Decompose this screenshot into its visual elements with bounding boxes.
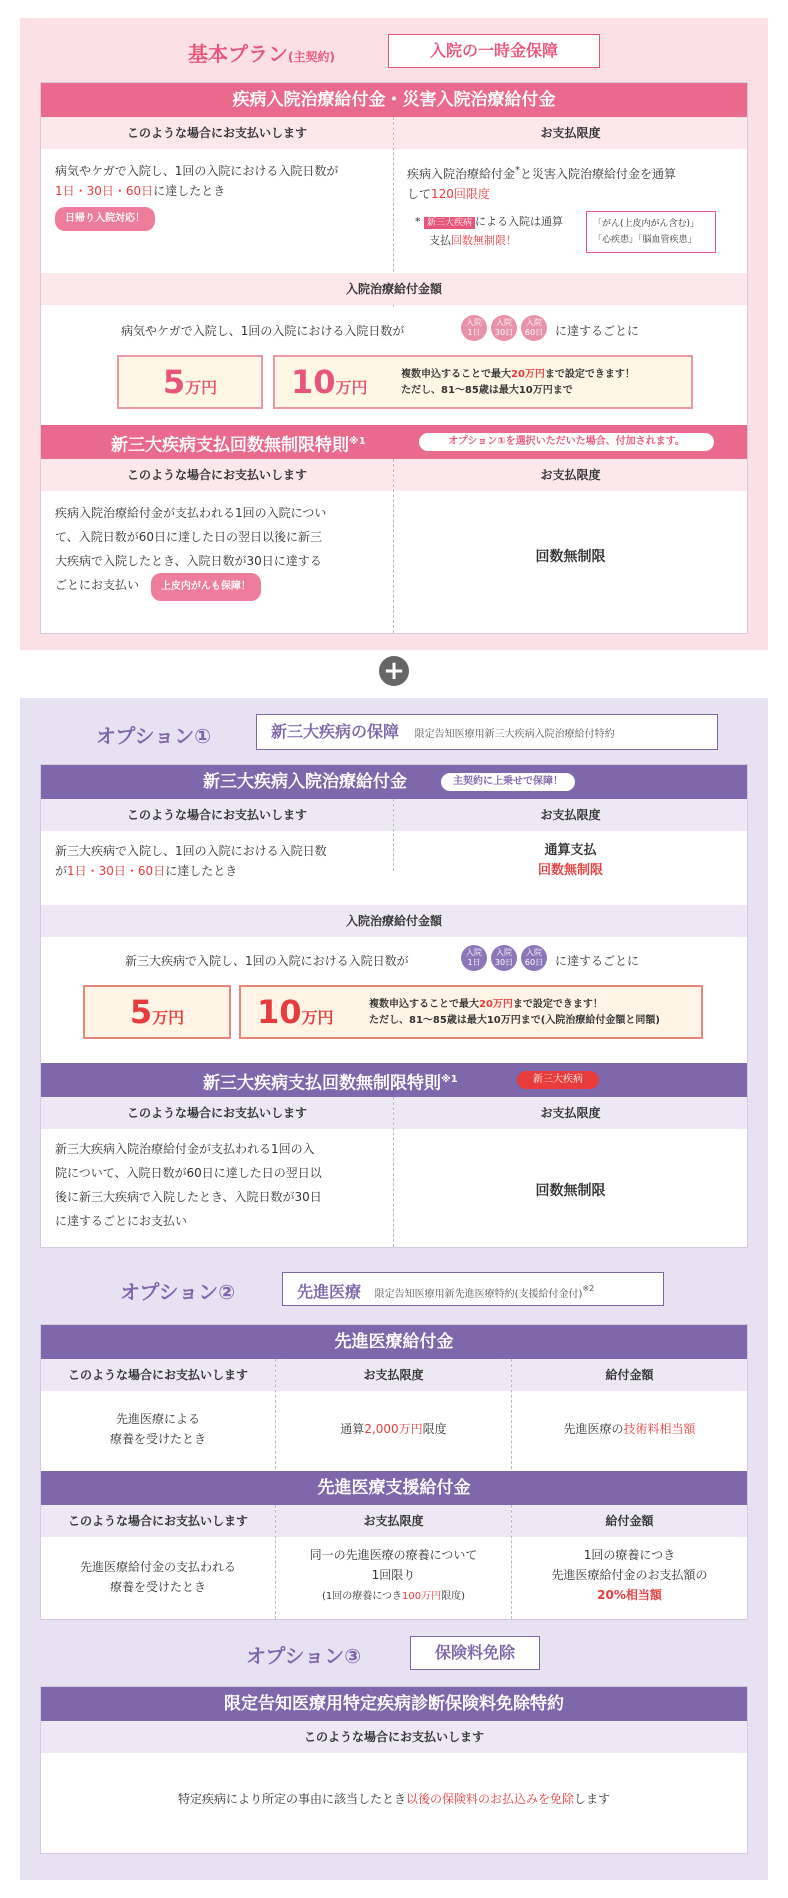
opt1-amount-header: 入院治療給付金額 [41,905,747,937]
opt1-case: 新三大疾病で入院し、1回の入院における入院日数 が1日・30日・60日に達したとき [55,844,327,878]
basic-plan-title-sub: (主契約) [288,50,335,64]
opt1-special-case: 新三大疾病入院治療給付金が支払われる1回の入 院について、入院日数が60日に達した日の翌日以 後に新三大疾病で入院したとき、入院日数が30日 に達するごとにお支払い [55,1142,322,1228]
opt1-special-col-case: このような場合にお支払いします [41,1097,393,1129]
basic-plan-title-text: 基本プラン [188,42,288,66]
opt1-amount-5man: 5万円 [83,985,231,1039]
option3-title: オプション③ [246,1644,362,1668]
opt1-col-case: このような場合にお支払いします [41,799,393,831]
basic-plan-box: 入院の一時金保障 [388,34,600,68]
disease-box: 「がん(上皮内がん含む)」 「心疾患」「脳血管疾患」 [586,211,716,253]
basic-plan-panel [40,82,748,634]
opt3-col-case: このような場合にお支払いします [41,1721,747,1753]
option2-panel [40,1324,748,1620]
option1-panel [40,764,748,1248]
special-divider [393,459,394,633]
sanda-badge: 新三大疾病 [424,217,475,229]
option1-title: オプション① [96,724,212,748]
day60-circle: 入院 60日 [521,315,547,341]
opt1-special-limit: 回数無制限 [535,1183,606,1199]
opt2-col-amount: 給付金額 [512,1359,747,1391]
day30-circle: 入院 30日 [491,315,517,341]
opt2-header1: 先進医療給付金 [41,1325,747,1359]
opt1-amount-note: 複数申込することで最大20万円まで設定できます！ ただし、81～85歳は最大10万円まで(入院治療給付金額と同額) [369,999,660,1026]
opt2-header2: 先進医療支援給付金 [41,1471,747,1505]
option3-panel [40,1686,748,1854]
opt1-limit: 通算支払 回数無制限 [537,843,603,878]
opt1-amount-line-end: に達するごとに [555,954,640,968]
basic-plan-section [20,18,768,650]
opt2-col-limit-2: お支払限度 [276,1505,511,1537]
basic-col-limit: お支払限度 [394,117,747,149]
basic-special-header: 新三大疾病支払回数無制限特則$^{※1}$ [41,425,747,459]
opt2-r1-case: 先進医療による 療養を受けたとき [109,1412,206,1446]
opt1-col-limit: お支払限度 [394,799,747,831]
opt2-divider-b [511,1359,512,1469]
special-col-case: このような場合にお支払いします [41,459,393,491]
basic-limit: 疾病入院治療給付金*と災害入院治療給付金を通算 して120回限度 [407,165,677,201]
basic-plan-title [188,38,335,67]
opt2-col-limit: お支払限度 [276,1359,511,1391]
options-section [20,698,768,1880]
special-case: 疾病入院治療給付金が支払われる1回の入院につい て、入院日数が60日に達した日の翌日以後に新三 大疾病で入院したとき、入院日数が30日に達する ごとにお支払い 上皮内がんも保障！ [55,501,391,601]
day-trip-pill: 日帰り入院対応！ [55,207,155,231]
basic-col-case: このような場合にお支払いします [41,117,393,149]
amount-10man: 10万円 複数申込することで最大20万円まで設定できます！ ただし、81～85歳は最大10万円まで [273,355,693,409]
basic-amount-header: 入院治療給付金額 [41,273,747,305]
opt1-day1-circle: 入院 1日 [461,945,487,971]
basic-case: 病気やケガで入院し、1回の入院における入院日数が 1日・30日・60日に達したとき 日帰り入院対応！ [55,161,385,231]
plus-icon: + [379,656,409,686]
opt2-r1-limit: 通算2,000万円限度 [340,1422,447,1436]
opt2-col-amount-2: 給付金額 [512,1505,747,1537]
amount-note: 複数申込することで最大20万円まで設定できます！ ただし、81～85歳は最大10万円まで [401,369,635,396]
option3-box: 保険料免除 [410,1636,540,1670]
opt1-special-badge: 新三大疾病 [517,1071,599,1089]
opt1-special-divider [393,1097,394,1247]
opt2-col-case: このような場合にお支払いします [41,1359,275,1391]
special-limit: 回数無制限 [535,549,606,565]
opt1-header-pill: 主契約に上乗せで保障！ [441,773,575,791]
opt2-r2-limit: 同一の先進医療の療養について 1回限り (1回の療養につき100万円限度) [309,1548,478,1602]
opt2-col-case-2: このような場合にお支払いします [41,1505,275,1537]
option1-box: 新三大疾病の保障 限定告知医療用新三大疾病入院治療給付特約 [256,714,718,750]
opt1-day60-circle: 入院 60日 [521,945,547,971]
opt1-amount-10man: 10万円 複数申込することで最大20万円まで設定できます！ ただし、81～85歳は最大10万円まで(入院治療給付金額と同額) [239,985,703,1039]
basic-header: 疾病入院治療給付金・災害入院治療給付金 [41,83,747,117]
opt3-text: 特定疾病により所定の事由に該当したとき以後の保険料のお払込みを免除します [177,1792,611,1806]
basic-amount-line-end: に達するごとに [555,324,640,338]
opt2-r2-case: 先進医療給付金の支払われる 療養を受けたとき [79,1560,236,1594]
opt2-r2-amount: 1回の療養につき 先進医療給付金のお支払額の 20%相当額 [551,1548,708,1602]
option2-title: オプション② [120,1280,236,1304]
intraepithelial-pill: 上皮内がんも保障！ [151,573,261,601]
opt2-divider-a [275,1359,276,1469]
option1-attach-pill: オプション①を選択いただいた場合、付加されます。 [419,433,714,451]
amount-5man: 5万円 [117,355,263,409]
opt1-amount-line: 新三大疾病で入院し、1回の入院における入院日数が [125,954,409,968]
option2-box: 先進医療 限定告知医療用新先進医療特約(支援給付金付)$^{※2}$ [282,1272,664,1306]
opt3-header: 限定告知医療用特定疾病診断保険料免除特約 [41,1687,747,1721]
opt1-header: 新三大疾病入院治療給付金 [41,765,747,799]
basic-amount-line: 病気やケガで入院し、1回の入院における入院日数が [121,324,405,338]
day1-circle: 入院 1日 [461,315,487,341]
opt1-day30-circle: 入院 30日 [491,945,517,971]
basic-limit-note: * 新三大疾病 による入院は通算 支払回数無制限！ [415,215,564,247]
opt1-special-col-limit: お支払限度 [394,1097,747,1129]
special-col-limit: お支払限度 [394,459,747,491]
opt2-r1-amount: 先進医療の技術料相当額 [563,1422,696,1436]
opt1-special-header: 新三大疾病支払回数無制限特則$^{※1}$ [41,1063,747,1097]
